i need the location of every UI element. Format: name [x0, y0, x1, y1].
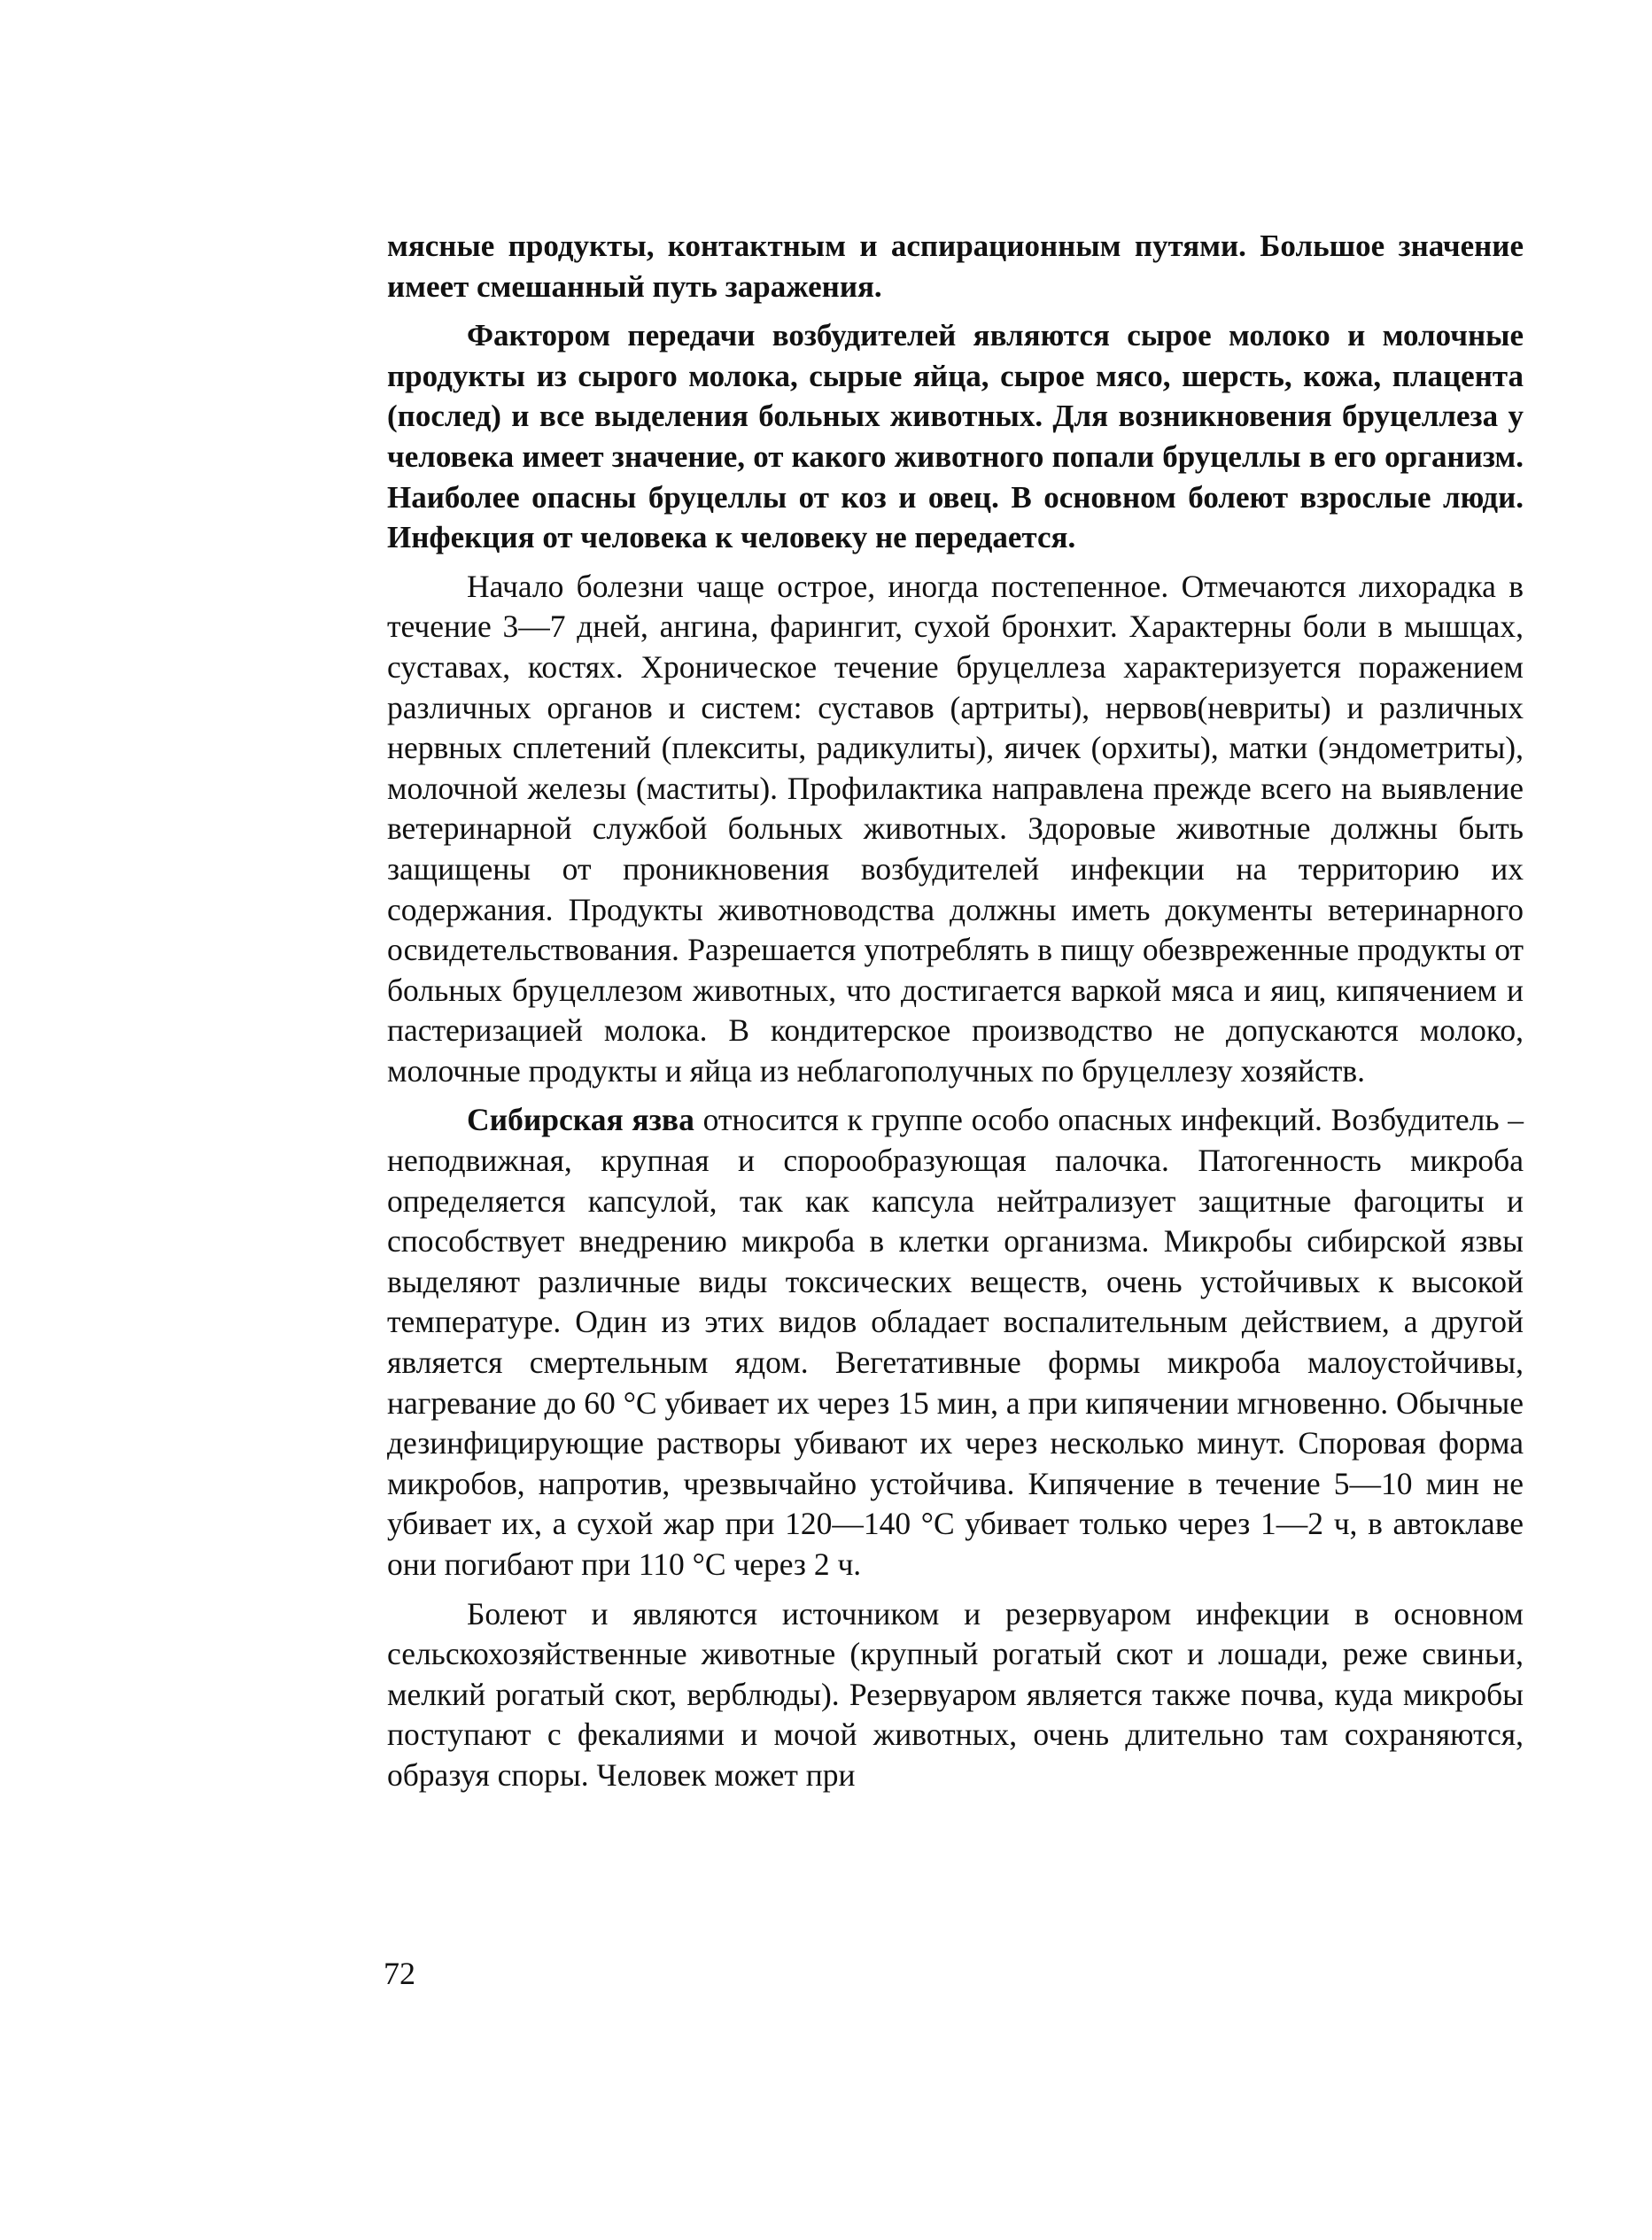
paragraph-transmission-factors: Фактором передачи возбудителей являются сырое молоко и молочные продукты из сырого молока, сырые яйца, сырое мясо, шерсть, кожа, плацента (послед) и все выделения больных животных. Для возникновения бруцеллеза у человека имеет значение, от какого животного попали бруцеллы в его организм. Наиболее опасны бруцеллы от коз и овец. В основном болеют взрослые люди. Инфекция от человека к человеку не передается. — [387, 318, 1524, 555]
paragraph-anthrax-text: относится к группе особо опасных инфекций. Возбудитель – неподвижная, крупная и спорообразующая палочка. Патогенность микроба определяется капсулой, так как капсула нейтрализует защитные фагоциты и способствует внедрению микроба в клетки организма. Микробы сибирской язвы выделяют различные виды токсических веществ, очень устойчивых к высокой температуре. Один из этих видов обладает воспалительным действием, а другой является смертельным ядом. Вегетативные формы микроба малоустойчивы, нагревание до 60 °С убивает их через 15 мин, а при кипячении мгновенно. Обычные дезинфицирующие растворы убивают их через несколько минут. Споровая форма микробов, напротив, чрезвычайно устойчива. Кипячение в течение 5—10 мин не убивает их, а сухой жар при 120—140 °С убивает только через 1—2 ч, в автоклаве они погибают при 110 °С через 2 ч. — [387, 1102, 1524, 1582]
page-number: 72 — [384, 1956, 415, 1991]
paragraph-transmission-routes: мясные продукты, контактным и аспирационным путями. Большое значение имеет смешанный путь заражения. — [387, 229, 1524, 304]
term-anthrax: Сибирская язва — [467, 1102, 694, 1138]
paragraph-anthrax — [387, 1100, 1524, 1585]
paragraph-anthrax-sources: Болеют и являются источником и резервуаром инфекции в основном сельскохозяйственные животные (крупный рогатый скот и лошади, реже свиньи, мелкий рогатый скот, верблюды). Резервуаром является также почва, куда микробы поступают с фекалиями и мочой животных, очень длительно там сохраняются, образуя споры. Человек может при — [387, 1595, 1524, 1793]
paragraph-disease-course: Начало болезни чаще острое, иногда постепенное. Отмечаются лихорадка в течение 3—7 дней, ангина, фарингит, сухой бронхит. Характерны боли в мышцах, суставах, костях. Хроническое течение бруцеллеза характеризуется поражением различных органов и систем: суставов (артриты), нервов(невриты) и различных нервных сплетений (плекситы, радикулиты), яичек (орхиты), матки (эндометриты), молочной железы (маститы). Профилактика направлена прежде всего на выявление ветеринарной службой больных животных. Здоровые животные должны быть защищены от проникновения возбудителей инфекции на территорию их содержания. Продукты животноводства должны иметь документы ветеринарного освидетельствования. Разрешается употреблять в пищу обезвреженные продукты от больных бруцеллезом животных, что достигается варкой мяса и яиц, кипячением и пастеризацией молока. В кондитерское производство не допускаются молоко, молочные продукты и яйца из неблагополучных по бруцеллезу хозяйств. — [387, 568, 1524, 1089]
body-text — [387, 226, 1524, 1805]
